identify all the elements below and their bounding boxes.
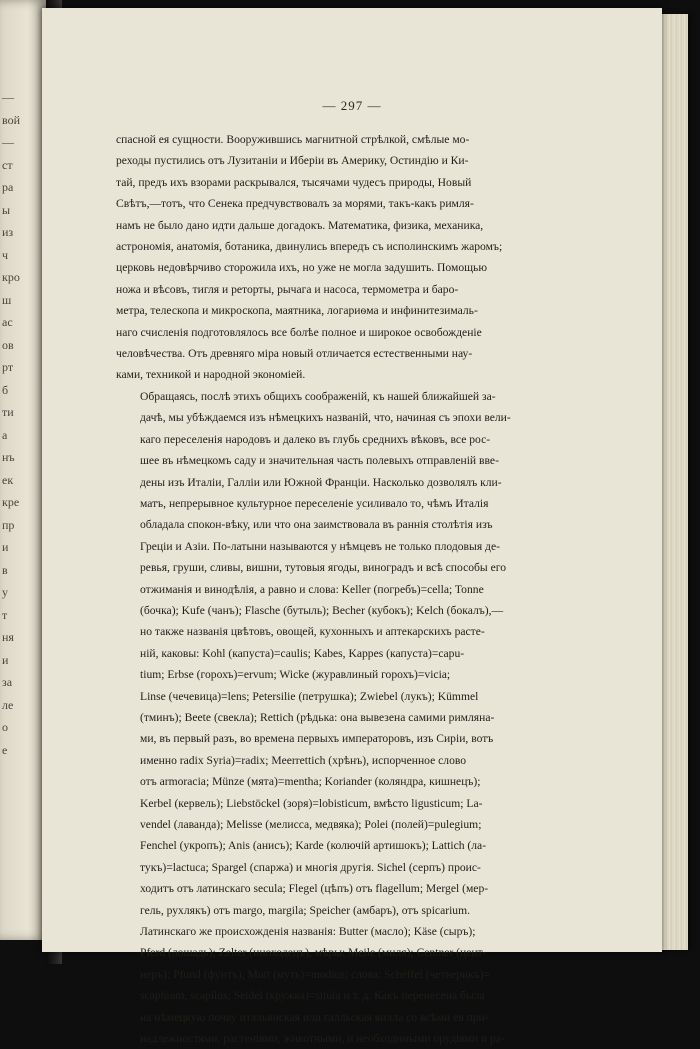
text-line: ходитъ отъ латинскаго secula; Flegel (цѣпъ) отъ flagellum; Mergel (мер- — [140, 882, 489, 896]
text-line: обладала спокон-вѣку, или что она заимствовала въ раннія столѣтія изъ — [140, 518, 493, 532]
text-line: tium; Erbse (горохъ)=ervum; Wicke (журавлиный горохъ)=vicia; — [140, 668, 451, 682]
left-page-fragment: у — [2, 585, 8, 599]
left-page-fragment: о — [2, 720, 8, 734]
left-page-fragment: нъ — [2, 450, 15, 464]
left-page-fragment: а — [2, 427, 8, 442]
text-line: дачѣ, мы убѣждаемся изъ нѣмецкихъ названій, что, начиная съ эпохи вели- — [140, 411, 511, 425]
body-text — [116, 129, 576, 1049]
left-page-fragment: ня — [2, 630, 14, 644]
text-line: ножа и вѣсовъ, тигля и реторты, рычага и насоса, термометра и баро- — [116, 282, 459, 296]
left-page-fragment: рт — [2, 360, 14, 374]
text-line: (тминъ); Beete (свекла); Rettich (рѣдька: она вывезена самими римляна- — [140, 710, 495, 724]
text-line: спасной ея сущности. Вооружившись магнитной стрѣлкой, смѣлые мо- — [116, 133, 470, 146]
text-line: наго счисленія подготовлялось все болѣе полное и широкое освобожденіе — [116, 325, 482, 339]
left-page-fragment: ти — [2, 405, 14, 419]
text-line: тай, предъ ихъ взорами раскрывался, тысячами чудесъ природы, Новый — [116, 175, 472, 189]
text-line: именно radix Syria)=radix; Meerrettich (хрѣнъ), испорченное слово — [140, 753, 467, 767]
text-line: астрономія, анатомія, ботаника, двинулись впередъ съ исполинскимъ жаромъ; — [116, 240, 503, 254]
paragraph — [116, 386, 576, 1049]
text-line: реходы пустились отъ Лузитаніи и Иберіи въ Америку, Остиндію и Ки- — [116, 154, 469, 168]
text-line: человѣчества. Отъ древняго міра новый отличается естественными нау- — [116, 347, 473, 361]
book-page — [42, 8, 662, 1046]
left-page-fragment: ле — [2, 697, 14, 712]
text-line: шее въ нѣмецкомъ саду и значительная часть полевыхъ отправленій вве- — [140, 454, 499, 468]
left-page-text-fragments — [0, 0, 46, 761]
text-line: ми, въ первый разъ, во времена первыхъ императоровъ, изъ Сиріи, вотъ — [140, 732, 494, 746]
text-line: Linse (чечевица)=lens; Petersilie (петрушка); Zwiebel (лукъ); Kümmel — [140, 689, 479, 703]
left-page-fragment: б — [2, 382, 9, 397]
left-page-fragment: е — [2, 742, 8, 757]
left-page-fragment: кре — [2, 495, 20, 509]
text-line: на нѣмецкую почву итальянская или галльская вилла со всѣми ея при- — [140, 1010, 489, 1024]
text-line: ній, каковы: Kohl (капуста)=caulis; Kabes, Kappes (капуста)=capu- — [140, 646, 465, 660]
left-page-fragment: ы — [2, 202, 11, 217]
text-line: Kerbel (кервель); Liebstöckel (зоря)=lobisticum, вмѣсто ligusticum; La- — [140, 796, 483, 810]
text-line: намъ не было дано идти дальше догадокъ. Математика, физика, механика, — [116, 218, 484, 232]
text-line: Pferd (лошадь); Zelter (иноходецъ), мѣры: Meile (миля); Centner (цент- — [140, 946, 487, 960]
text-line: каго переселенія народовъ и далеко въ глубь среднихъ вѣковъ, все рос- — [140, 432, 491, 446]
text-line: гель, рухлякъ) отъ margo, margila; Speicher (амбаръ), отъ spicarium. — [140, 903, 471, 917]
left-page-fragment: т — [2, 607, 8, 622]
text-line: vendel (лаванда); Melisse (мелисса, медвяка); Polei (полей)=pulegium; — [140, 818, 482, 831]
left-page-fragment: ек — [2, 472, 14, 487]
paragraph — [116, 129, 576, 386]
left-page-fragment: и — [2, 652, 9, 667]
text-line: неръ); Pfund (фунтъ), Mutt (муть)=modius; слова: Scheffel (четверикъ)= — [140, 967, 491, 981]
text-line: отъ armoracia; Münze (мята)=mentha; Koriander (коляндра, кишнецъ); — [140, 775, 481, 789]
text-line: но также названія цвѣтовъ, овощей, кухонныхъ и аптекарскихъ расте- — [140, 625, 485, 639]
text-line: ками, техникой и народной экономіей. — [116, 368, 306, 382]
left-page-fragment: пр — [2, 517, 15, 532]
left-page-fragment: вой — [2, 112, 21, 127]
text-line: метра, телескопа и микроскопа, маятника, логариѳма и инфинитезималь- — [116, 304, 478, 318]
left-page-fragment: кро — [2, 270, 20, 284]
left-page-fragment: — — [2, 135, 14, 149]
left-page-fragment: из — [2, 225, 14, 239]
left-page-fragment: за — [2, 675, 13, 689]
text-line: дены изъ Италіи, Галліи или Южной Франціи. Насколько дозволялъ кли- — [140, 475, 502, 489]
text-line: тукъ)=lactuca; Spargel (спаржа) и многія другія. Sichel (серпъ) проис- — [140, 860, 481, 874]
left-page-fragment: в — [2, 562, 8, 577]
left-page-fragment: ст — [2, 157, 13, 172]
text-line: матъ, непрерывное культурное переселеніе усиливало то, чѣмъ Италія — [140, 496, 489, 510]
text-line: Греціи и Азіи. По-латыни называются у нѣмцевъ не только плодовыя де- — [140, 539, 500, 553]
left-page-fragment: ш — [2, 292, 12, 307]
left-page-fragment: — — [2, 90, 14, 104]
page-number: — 297 — — [322, 98, 382, 113]
left-page-fragment: ч — [2, 247, 9, 262]
text-line: Свѣтъ,—тотъ, что Сенека предчувствовалъ за морями, такъ-какъ римля- — [116, 197, 474, 211]
text-line: scaphium, scapilus; Seidel (кружка)=situla и т. д. Какъ перенесена была — [140, 989, 485, 1003]
text-line: надлежностями, растеніями, животными, и необходимыми орудіями и ра- — [140, 1032, 505, 1046]
text-line: церковь недовѣрчиво сторожила ихъ, но уже не могла задушить. Помощью — [116, 261, 487, 275]
text-line: (бочка); Kufe (чанъ); Flasche (бутыль); Becher (кубокъ); Kelch (бокалъ),— — [140, 603, 504, 617]
text-line: Обращаясь, послѣ этихъ общихъ соображеній, къ нашей ближайшей за- — [140, 389, 496, 403]
left-page-fragment: ов — [2, 337, 14, 352]
left-page-fragment: ас — [2, 315, 13, 329]
text-line: Fenchel (укропъ); Anis (анисъ); Karde (колючій артишокъ); Lattich (ла- — [140, 839, 487, 853]
text-line: ревья, груши, сливы, вишни, тутовыя ягоды, виноградъ и всѣ способы его — [140, 561, 507, 575]
left-page-edge — [0, 0, 46, 940]
text-line: отжиманія и винодѣлія, а равно и слова: Keller (погребъ)=cella; Tonne — [140, 582, 484, 596]
text-line: Латинскаго же происхожденія названія: Butter (масло); Käse (сыръ); — [140, 925, 476, 939]
left-page-fragment: и — [2, 540, 9, 554]
left-page-fragment: ра — [2, 180, 14, 194]
